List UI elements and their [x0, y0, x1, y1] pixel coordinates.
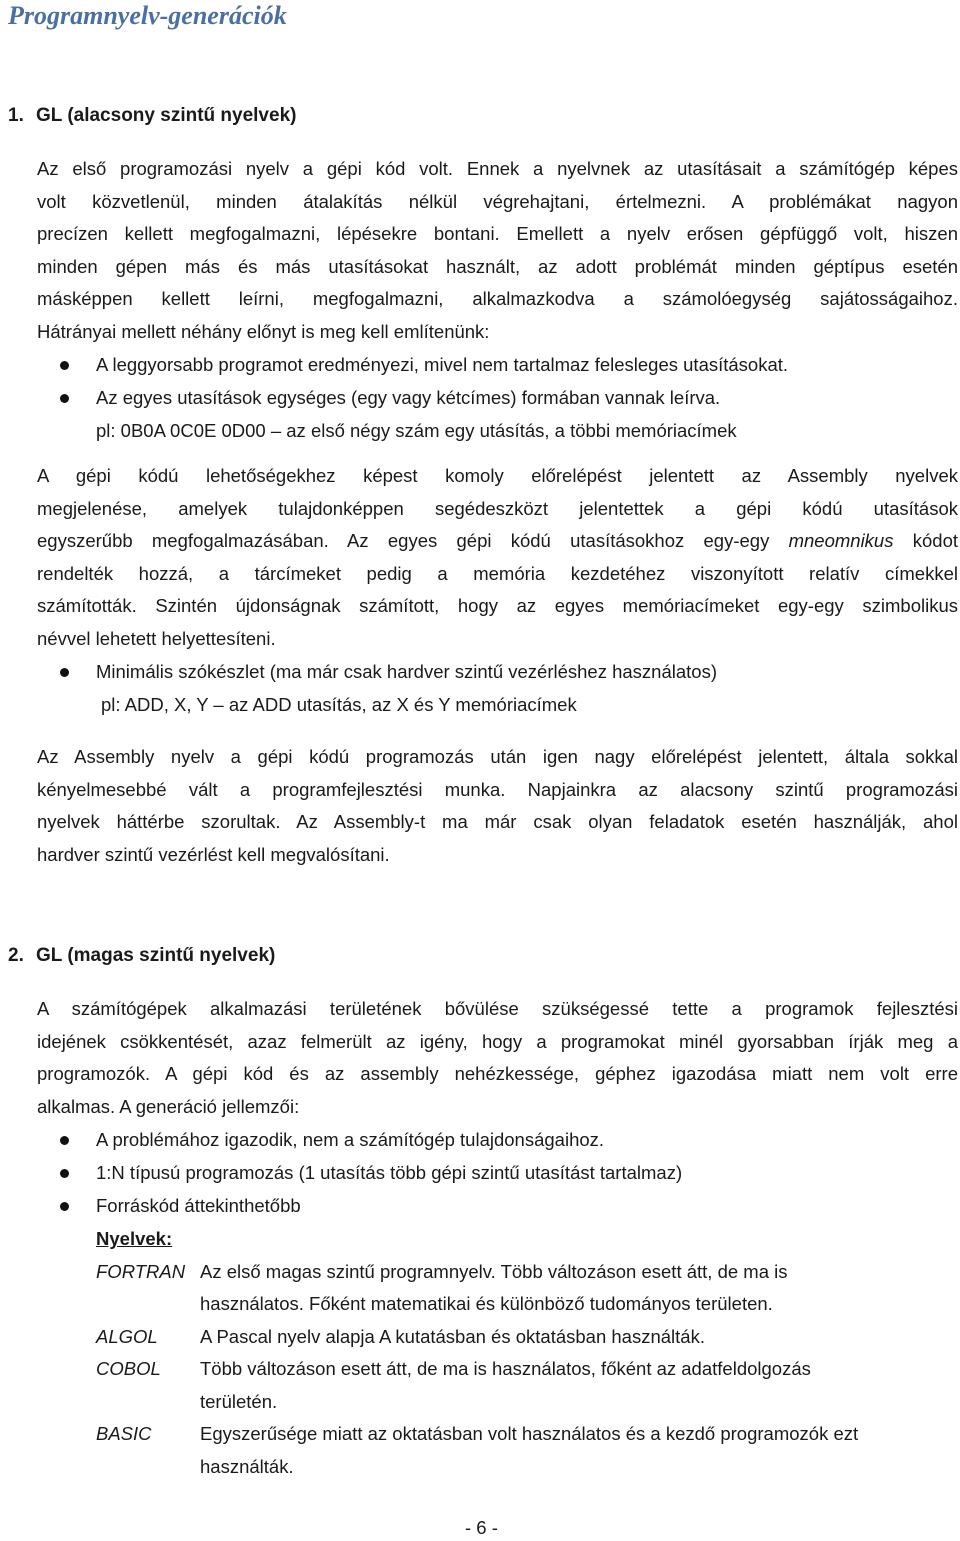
paragraph-line: alkalmas. A generáció jellemzői: [37, 1095, 300, 1117]
paragraph-line: hardver szintű vezérlést kell megvalósítani. [37, 843, 390, 865]
section-1-number: 1. [8, 105, 24, 126]
paragraph-line: Az Assembly nyelv a gépi kódú programozás után igen nagy előrelépést jelentett, általa sokkal [37, 746, 958, 767]
paragraph-line: másképpen kellett leírni, megfogalmazni, alkalmazkodva a számolóegység sajátosságaihoz. [37, 288, 958, 310]
language-name: FORTRAN [96, 1261, 186, 1282]
language-description: A Pascal nyelv alapja A kutatásban és oktatásban használták. [200, 1326, 705, 1347]
language-name: BASIC [96, 1423, 152, 1444]
section-1-paragraph-2 [37, 460, 958, 656]
paragraph-line: minden gépen más és más utasításokat használt, az adott problémát minden géptípus esetén [37, 255, 958, 277]
section-2-paragraph [37, 993, 958, 1123]
languages-heading: Nyelvek: [96, 1228, 173, 1249]
bullet-icon [60, 1202, 69, 1211]
paragraph-line: precízen kellett megfogalmazni, lépésekre bontani. Emellett a nyelv erősen gépfüggő volt, hiszen [37, 223, 958, 245]
example-code-line: pl: 0B0A 0C0E 0D00 – az első négy szám egy utásítás, a többi memóriacímek [96, 420, 737, 441]
list-item-text: Minimális szókészlet (ma már csak hardver szintű vezérléshez használatos) [96, 661, 717, 682]
paragraph-line: kényelmesebbé vált a programfejlesztési munka. Napjainkra az alacsony szintű programozási [37, 778, 958, 800]
paragraph-line: volt közvetlenül, minden átalakítás nélkül végrehajtani, értelmezni. A problémákat nagyon [37, 190, 958, 212]
page-title: Programnyelv-generációk [8, 1, 287, 30]
language-description: használták. [200, 1456, 294, 1477]
paragraph-line: nyelvek háttérbe szorultak. Az Assembly-t ma már csak olyan feladatok esetén használják, ahol [37, 811, 958, 833]
section-1-paragraph-3 [37, 741, 958, 871]
paragraph-line: megjelenése, amelyek tulajdonképpen segédeszközt jelentettek a gépi kódú utasítások [37, 497, 958, 519]
bullet-icon [60, 394, 69, 403]
section-2-number: 2. [8, 945, 24, 966]
bullet-icon [60, 1136, 69, 1145]
language-description: Az első magas szintű programnyelv. Több változáson esett átt, de ma is [200, 1261, 788, 1282]
paragraph-line: névvel lehetett helyettesíteni. [37, 627, 276, 649]
list-item-text: A problémához igazodik, nem a számítógép tulajdonságaihoz. [96, 1129, 605, 1150]
language-description: Egyszerűsége miatt az oktatásban volt használatos és a kezdő programozók ezt [200, 1423, 859, 1444]
section-2-title: GL (magas szintű nyelvek) [36, 945, 276, 966]
list-item-text: Forráskód áttekinthetőbb [96, 1195, 301, 1216]
language-name: ALGOL [96, 1326, 158, 1347]
list-item-text: Az egyes utasítások egységes (egy vagy kétcímes) formában vannak leírva. [96, 387, 721, 408]
emphasis-text: mneomnikus [788, 530, 894, 552]
section-1-title: GL (alacsony szintű nyelvek) [36, 105, 297, 126]
paragraph-line: Hátrányai mellett néhány előnyt is meg kell említenünk: [37, 320, 490, 342]
paragraph-line: Az első programozási nyelv a gépi kód volt. Ennek a nyelvnek az utasításait a számítógép képes [37, 158, 958, 179]
language-name: COBOL [96, 1358, 161, 1379]
paragraph-line: rendelték hozzá, a tárcímeket pedig a memória kezdetéhez viszonyított relatív címekkel [37, 562, 958, 584]
list-item-text: 1:N típusú programozás (1 utasítás több gépi szintű utasítást tartalmaz) [96, 1162, 683, 1183]
paragraph-text: egyszerűbb megfogalmazásában. Az egyes gépi kódú utasításokhoz egy-egy [37, 530, 770, 552]
language-description: területén. [200, 1391, 278, 1412]
section-1-heading [8, 104, 296, 128]
bullet-icon [60, 361, 69, 370]
paragraph-line: A számítógépek alkalmazási területének bővülése szükségessé tette a programok fejlesztési [37, 998, 958, 1019]
language-description: használatos. Főként matematikai és különböző tudományos területen. [200, 1293, 773, 1314]
paragraph-line: számították. Szintén újdonságnak számított, hogy az egyes memóriacímeket egy-egy szimbolikus [37, 595, 958, 617]
page-number: - 6 - [465, 1517, 498, 1538]
list-item-text: A leggyorsabb programot eredményezi, mivel nem tartalmaz felesleges utasításokat. [96, 354, 789, 375]
bullet-icon [60, 1169, 69, 1178]
paragraph-line: idejének csökkentését, azaz felmerült az igény, hogy a programokat minél gyorsabban írják meg a [37, 1030, 958, 1052]
bullet-icon [60, 668, 69, 677]
example-code-line: pl: ADD, X, Y – az ADD utasítás, az X és Y memóriacímek [101, 694, 577, 715]
paragraph-line: programozók. A gépi kód és az assembly nehézkessége, géphez igazodása miatt nem volt erre [37, 1063, 958, 1085]
paragraph-line: A gépi kódú lehetőségekhez képest komoly előrelépést jelentett az Assembly nyelvek [37, 465, 958, 486]
paragraph-text: kódot [912, 530, 959, 552]
paragraph-line [37, 525, 958, 558]
section-1-paragraph-1 [37, 153, 958, 349]
language-description: Több változáson esett átt, de ma is használatos, főként az adatfeldolgozás [200, 1358, 811, 1379]
section-2-heading [8, 944, 275, 968]
